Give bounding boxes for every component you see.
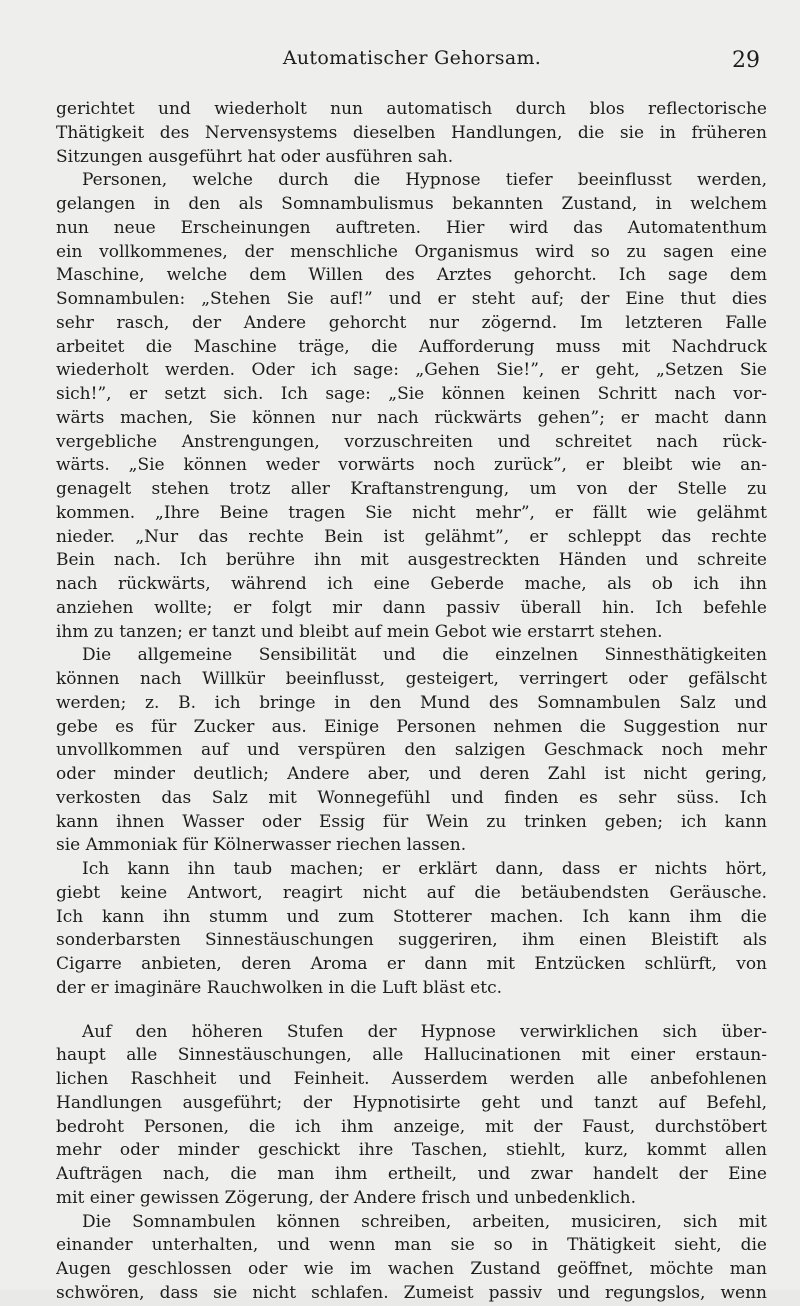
text-line: anziehen wollte; er folgt mir dann passiv überall hin. Ich befehle <box>56 597 767 618</box>
text-line: mit einer gewissen Zögerung, der Andere frisch und unbedenklich. <box>56 1187 636 1208</box>
text-line: wärts. „Sie können weder vorwärts noch zurück”, er bleibt wie an- <box>56 455 767 476</box>
text-line: sonderbarsten Sinnestäuschungen suggeriren, ihm einen Bleistift als <box>56 930 767 951</box>
text-line: Ich kann ihn stumm und zum Stotterer machen. Ich kann ihm die <box>56 906 767 927</box>
text-line: schwören, dass sie nicht schlafen. Zumeist passiv und regungslos, wenn <box>56 1282 767 1303</box>
section-gap <box>56 1001 767 1021</box>
text-line: einander unterhalten, und wenn man sie so in Thätigkeit sieht, die <box>56 1235 767 1256</box>
text-line: Augen geschlossen oder wie im wachen Zustand geöffnet, möchte man <box>56 1259 767 1279</box>
body-text <box>56 98 767 1306</box>
text-line: werden; z. B. ich bringe in den Mund des Somnambulen Salz und <box>56 692 767 713</box>
text-line: der er imaginäre Rauchwolken in die Luft bläst etc. <box>56 977 503 998</box>
text-line: Cigarre anbieten, deren Aroma er dann mit Entzücken schlürft, von <box>56 954 767 974</box>
text-line: Sitzungen ausgeführt hat oder ausführen sah. <box>56 146 454 167</box>
text-line: giebt keine Antwort, reagirt nicht auf die betäubendsten Geräusche. <box>56 882 767 903</box>
text-line: Die Somnambulen können schreiben, arbeiten, musiciren, sich mit <box>82 1211 767 1232</box>
text-line: kommen. „Ihre Beine tragen Sie nicht mehr”, er fällt wie gelähmt <box>56 502 767 523</box>
text-line: kann ihnen Wasser oder Essig für Wein zu trinken geben; ich kann <box>56 811 767 832</box>
text-line: wiederholt werden. Oder ich sage: „Gehen Sie!”, er geht, „Setzen Sie <box>56 360 767 381</box>
text-section-1 <box>56 98 767 1001</box>
text-section-2 <box>56 1021 767 1306</box>
text-line: sehr rasch, der Andere gehorcht nur zögernd. Im letzteren Falle <box>56 312 767 333</box>
text-line: Die allgemeine Sensibilität und die einzelnen Sinnesthätigkeiten <box>82 645 767 666</box>
text-line: mehr oder minder geschickt ihre Taschen, stiehlt, kurz, kommt allen <box>56 1140 767 1161</box>
text-line: Ich kann ihn taub machen; er erklärt dann, dass er nichts hört, <box>82 859 767 879</box>
running-title: Automatischer Gehorsam. <box>282 47 542 69</box>
text-line: sie Ammoniak für Kölnerwasser riechen lassen. <box>56 835 467 856</box>
text-line: Aufträgen nach, die man ihm ertheilt, und zwar handelt der Eine <box>56 1164 767 1184</box>
text-line: arbeitet die Maschine träge, die Aufforderung muss mit Nachdruck <box>56 336 767 357</box>
text-line: Handlungen ausgeführt; der Hypnotisirte geht und tanzt auf Befehl, <box>56 1092 767 1113</box>
text-line: gelangen in den als Somnambulismus bekannten Zustand, in welchem <box>56 194 767 214</box>
text-line: lichen Raschheit und Feinheit. Ausserdem werden alle anbefohlenen <box>56 1069 767 1089</box>
text-line: Somnambulen: „Stehen Sie auf!” und er steht auf; der Eine thut dies <box>56 289 767 309</box>
text-line: Thätigkeit des Nervensystems dieselben Handlungen, die sie in früheren <box>56 122 767 143</box>
text-line: gebe es für Zucker aus. Einige Personen nehmen die Suggestion nur <box>56 716 767 737</box>
page-number: 29 <box>732 48 760 73</box>
text-line: oder minder deutlich; Andere aber, und deren Zahl ist nicht gering, <box>56 764 767 784</box>
text-line: ein vollkommenes, der menschliche Organismus wird so zu sagen eine <box>56 241 767 262</box>
text-line: Personen, welche durch die Hypnose tiefer beeinflusst werden, <box>82 170 767 191</box>
text-line: genagelt stehen trotz aller Kraftanstrengung, um von der Stelle zu <box>56 479 767 499</box>
text-line: unvollkommen auf und verspüren den salzigen Geschmack noch mehr <box>56 740 767 761</box>
text-line: können nach Willkür beeinflusst, gesteigert, verringert oder gefälscht <box>56 669 767 689</box>
text-line: bedroht Personen, die ich ihm anzeige, mit der Faust, durchstöbert <box>56 1116 767 1137</box>
text-line: haupt alle Sinnestäuschungen, alle Hallucinationen mit einer erstaun- <box>56 1045 767 1066</box>
text-line: Bein nach. Ich berühre ihn mit ausgestreckten Händen und schreite <box>56 550 767 571</box>
text-line: nach rückwärts, während ich eine Geberde mache, als ob ich ihn <box>56 574 767 594</box>
text-line: Auf den höheren Stufen der Hypnose verwirklichen sich über- <box>82 1021 767 1042</box>
text-line: ihm zu tanzen; er tanzt und bleibt auf mein Gebot wie erstarrt stehen. <box>56 621 663 642</box>
text-line: nieder. „Nur das rechte Bein ist gelähmt”, er schleppt das rechte <box>56 526 767 547</box>
text-line: verkosten das Salz mit Wonnegefühl und finden es sehr süss. Ich <box>56 787 767 808</box>
text-line: Maschine, welche dem Willen des Arztes gehorcht. Ich sage dem <box>56 265 767 286</box>
text-line: nun neue Erscheinungen auftreten. Hier wird das Automatenthum <box>56 217 767 238</box>
text-line: sich!”, er setzt sich. Ich sage: „Sie können keinen Schritt nach vor- <box>56 384 767 404</box>
text-line: vergebliche Anstrengungen, vorzuschreiten und schreitet nach rück- <box>56 431 767 452</box>
text-line: wärts machen, Sie können nur nach rückwärts gehen”; er macht dann <box>56 407 767 428</box>
text-line: gerichtet und wiederholt nun automatisch durch blos reflectorische <box>56 99 767 119</box>
running-head <box>52 47 772 77</box>
